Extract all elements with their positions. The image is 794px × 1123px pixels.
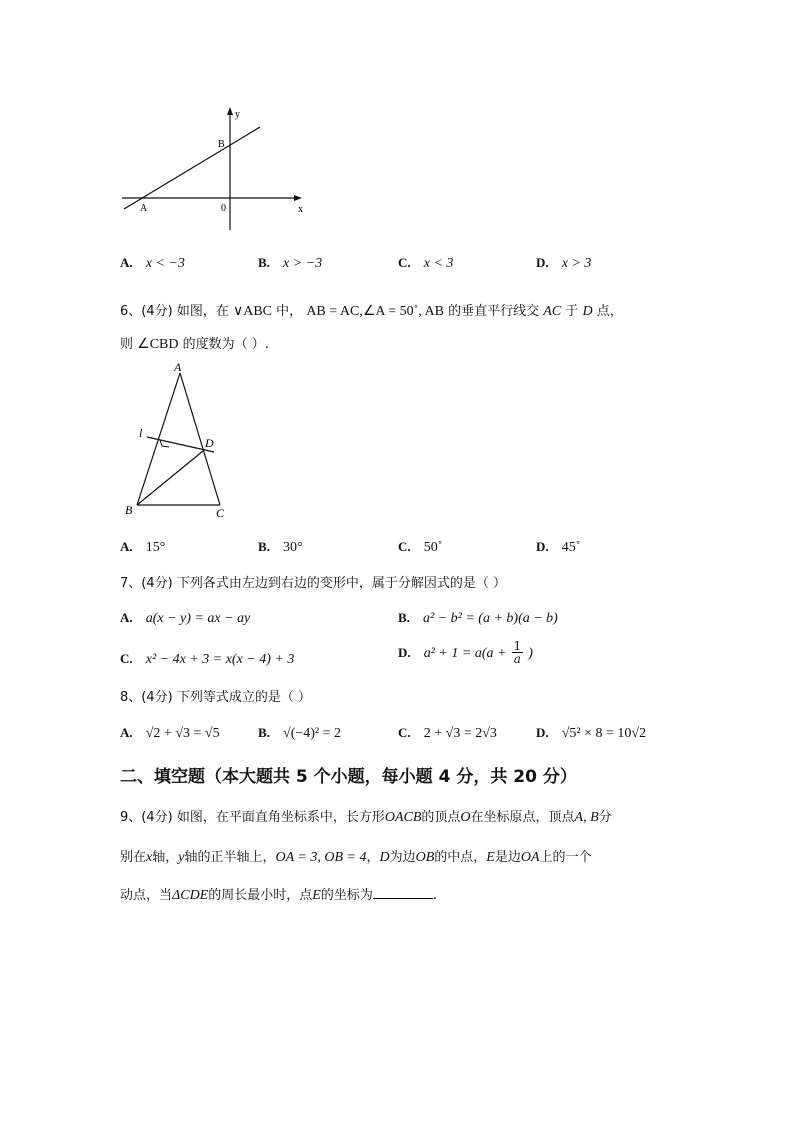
q6-option-c[interactable]: C. 50˚ bbox=[398, 539, 443, 555]
q7-option-d[interactable]: D. a² + 1 = a(a + $\frac{1}{a}$ ) bbox=[398, 639, 533, 666]
q6-option-a[interactable]: A. 15° bbox=[120, 539, 166, 555]
q9-line1: 9、(4分) 如图，在平面直角坐标系中，长方形OACB的顶点O在坐标原点，顶点A, B分 bbox=[120, 810, 612, 825]
x-axis-arrow bbox=[294, 195, 302, 201]
vertex-a-label: A bbox=[174, 360, 182, 374]
q6-option-d[interactable]: D. 45˚ bbox=[536, 539, 581, 555]
q7-option-b[interactable]: B. a² − b² = (a + b)(a − b) bbox=[398, 610, 558, 626]
q7-option-a[interactable]: A. a(x − y) = ax − ay bbox=[120, 610, 251, 626]
q8-option-a[interactable]: A. √2 + √3 = √5 bbox=[120, 725, 220, 741]
q7-stem: 7、(4分) 下列各式由左边到右边的变形中，属于分解因式的是（ ） bbox=[120, 576, 506, 591]
q5-option-b[interactable]: B. x > −3 bbox=[258, 255, 323, 271]
x-axis-label: x bbox=[298, 204, 303, 215]
q7-options-row1 bbox=[0, 607, 794, 631]
q6-option-b[interactable]: B. 30° bbox=[258, 539, 303, 555]
point-b-label: B bbox=[218, 139, 225, 150]
q8-option-c[interactable]: C. 2 + √3 = 2√3 bbox=[398, 725, 497, 741]
q8-option-b[interactable]: B. √(−4)² = 2 bbox=[258, 725, 342, 741]
q5-options bbox=[0, 252, 794, 276]
vertex-b-label: B bbox=[125, 503, 133, 517]
q8-options bbox=[0, 722, 794, 746]
graph-line bbox=[124, 127, 260, 209]
q9-line3: 动点，当ΔCDE的周长最小时，点E的坐标为 . bbox=[120, 888, 437, 903]
point-d-label: D bbox=[205, 436, 214, 450]
side-ac bbox=[180, 373, 220, 505]
triangle-figure bbox=[120, 358, 240, 523]
y-axis-label: y bbox=[235, 109, 240, 120]
q7-option-c[interactable]: C. x² − 4x + 3 = x(x − 4) + 3 bbox=[120, 651, 295, 667]
q5-option-d[interactable]: D. x > 3 bbox=[536, 255, 592, 271]
vertex-c-label: C bbox=[216, 506, 225, 520]
line-graph-figure bbox=[118, 105, 318, 235]
q5-option-c[interactable]: C. x < 3 bbox=[398, 255, 454, 271]
y-axis-arrow bbox=[227, 107, 233, 115]
q8-stem: 8、(4分) 下列等式成立的是（ ） bbox=[120, 690, 311, 705]
q5-option-a[interactable]: A. x < −3 bbox=[120, 255, 185, 271]
line-l-label: l bbox=[139, 426, 143, 440]
origin-label: 0 bbox=[221, 203, 226, 214]
section-heading: 二、填空题（本大题共 5 个小题，每小题 4 分，共 20 分） bbox=[120, 767, 577, 787]
q6-stem-line2: 则 ∠CBD 的度数为（ ）. bbox=[120, 337, 269, 352]
answer-blank[interactable] bbox=[373, 898, 433, 899]
segment-bd bbox=[137, 451, 203, 505]
fraction: $\frac{1}{a}$ bbox=[513, 639, 522, 666]
q6-stem-line1: 6、(4分) 如图，在 ∨ABC 中， AB = AC,∠A = 50˚, AB 的垂直平行线交 AC 于 D 点， bbox=[120, 304, 623, 319]
q9-line2: 别在x轴，y轴的正半轴上，OA = 3, OB = 4，D为边OB的中点，E是边OA上的一个 bbox=[120, 850, 592, 865]
point-a-label: A bbox=[140, 203, 148, 214]
q8-option-d[interactable]: D. √5² × 8 = 10√2 bbox=[536, 725, 647, 741]
q7-options-row2 bbox=[0, 639, 794, 672]
q6-options bbox=[0, 536, 794, 560]
